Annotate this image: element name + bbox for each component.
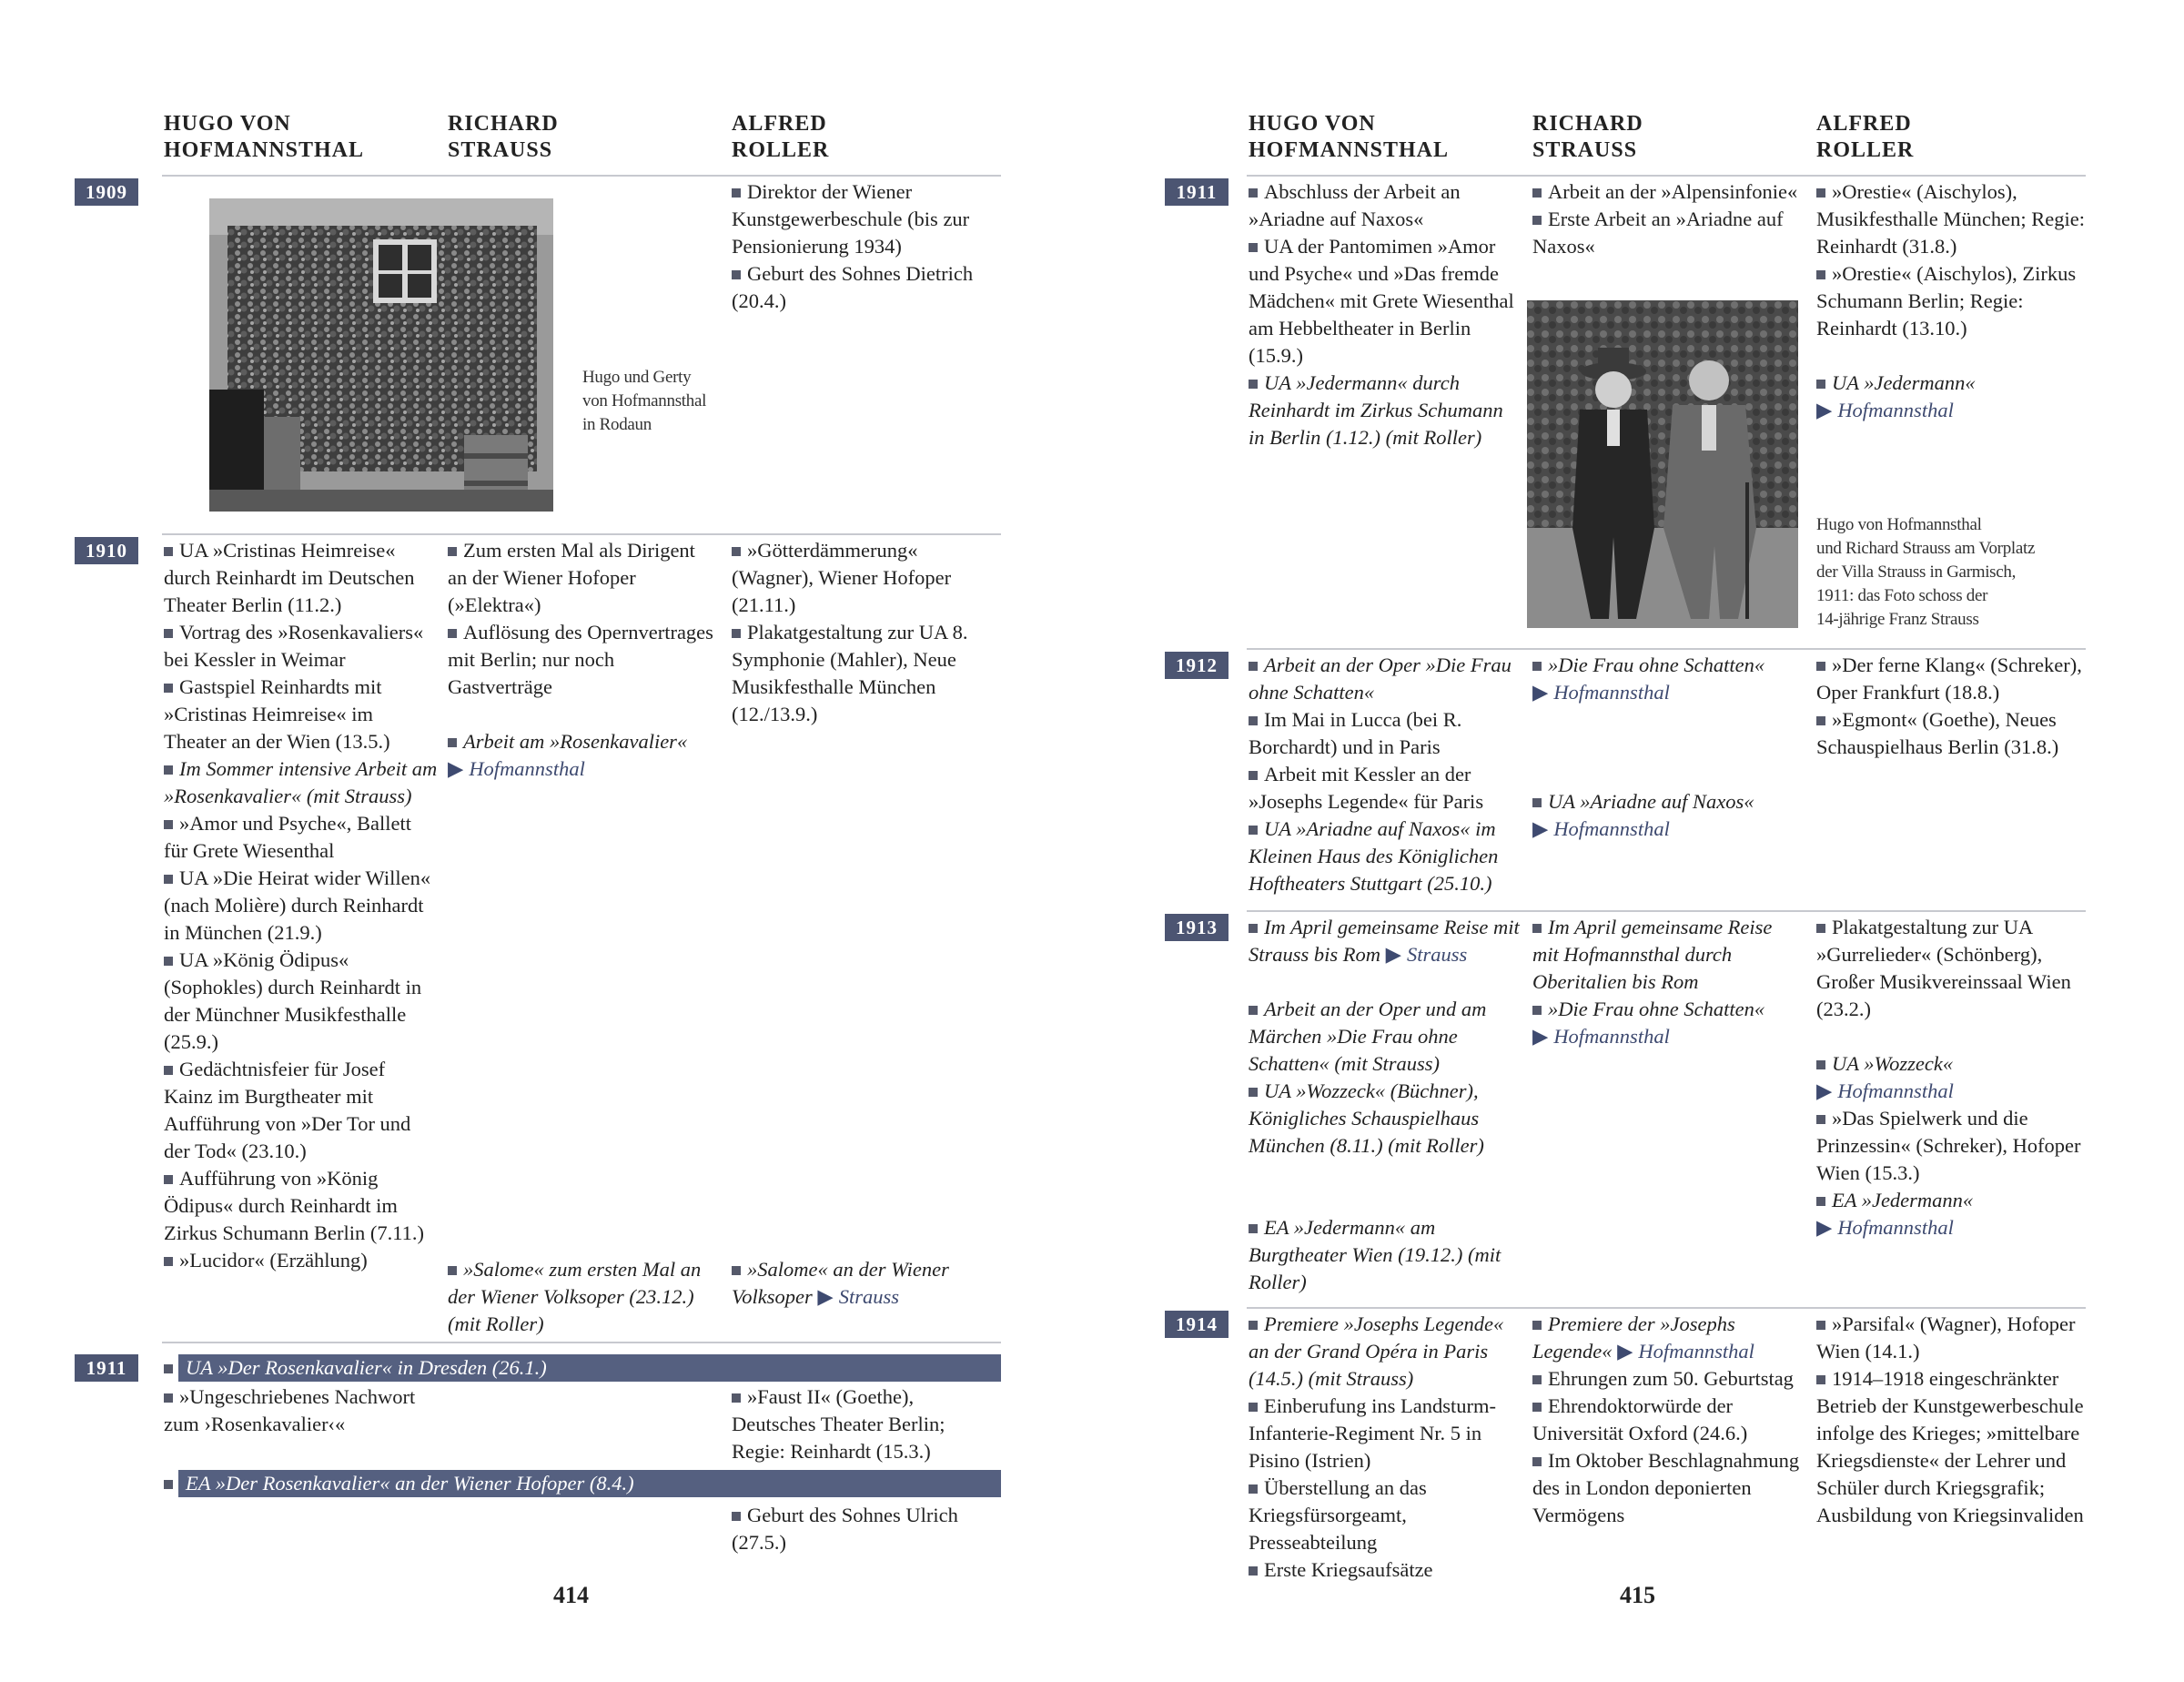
triangle-right-icon: ▶ <box>1532 1025 1549 1048</box>
entry: Ehrendoktorwürde der Universität Oxford (24.6.) <box>1532 1394 1748 1444</box>
entry: Auflösung des Opernvertrages mit Berlin; nur noch Gastverträge <box>448 621 713 698</box>
entry: Direktor der Wiener Kunstgewerbeschule (bis zur Pensionierung 1934) <box>732 180 970 258</box>
bullet-square <box>1816 1375 1825 1384</box>
bullet-square <box>1532 1457 1542 1466</box>
entry: Im Oktober Beschlagnahmung des in London deponierten Vermögens <box>1532 1449 1800 1526</box>
cross-reference[interactable]: ▶ Hofmannsthal <box>1532 1025 1670 1048</box>
entry: Abschluss der Arbeit an »Ariadne auf Naxos« <box>1249 180 1461 230</box>
cell-1909-roller <box>732 178 1001 315</box>
cross-reference[interactable]: ▶ Hofmannsthal <box>1617 1340 1754 1363</box>
photo-caption-1909: Hugo und Gerty von Hofmannsthal in Rodaun <box>582 368 707 434</box>
header-roller: ALFRED ROLLER <box>732 112 830 162</box>
bullet-square <box>732 270 741 279</box>
header-rule <box>162 175 1001 177</box>
triangle-right-icon: ▶ <box>1617 1340 1633 1363</box>
triangle-right-icon: ▶ <box>1816 1079 1833 1102</box>
bullet-square <box>1249 924 1258 933</box>
bullet-square <box>732 547 741 556</box>
entry: UA »Wozzeck« <box>1816 1050 2089 1078</box>
bullet-square <box>164 765 173 775</box>
cell-1913-strauss <box>1532 914 1802 1050</box>
bullet-square <box>732 188 741 198</box>
photo-house-ivy <box>209 198 553 512</box>
entry: Plakatgestaltung zur UA »Gurrelieder« (Schönberg), Großer Musikvereinssaal Wien (23.2.) <box>1816 916 2071 1020</box>
entry: Im Sommer intensive Arbeit am »Rosenkavalier« (mit Strauss) <box>164 757 438 807</box>
bullet-square <box>732 1266 741 1275</box>
cross-reference[interactable]: ▶ Strauss <box>1385 943 1468 966</box>
bullet-square <box>1816 716 1825 725</box>
year-rule-1910 <box>162 533 1001 535</box>
year-badge-1914: 1914 <box>1165 1311 1228 1338</box>
bullet-square <box>1249 1566 1258 1576</box>
entry: UA »Jedermann« durch Reinhardt im Zirkus Schumann in Berlin (1.12.) (mit Roller) <box>1249 371 1503 449</box>
entry: UA »Ariadne auf Naxos« <box>1532 788 1802 816</box>
entry: Überstellung an das Kriegsfürsorgeamt, Presseabteilung <box>1249 1476 1427 1554</box>
entry: »Salome« zum ersten Mal an der Wiener Volksoper (23.12.) (mit Roller) <box>448 1258 702 1335</box>
entry: »Lucidor« (Erzählung) <box>164 1247 439 1274</box>
entry: »Das Spielwerk und die Prinzessin« (Schreker), Hofoper Wien (15.3.) <box>1816 1107 2081 1184</box>
bullet-square <box>1249 771 1258 780</box>
triangle-right-icon: ▶ <box>1532 817 1549 840</box>
bullet-square <box>1532 662 1542 671</box>
year-badge-1911: 1911 <box>75 1354 138 1382</box>
bullet-square <box>164 684 173 693</box>
year-rule-1912 <box>1247 648 2086 650</box>
bullet-square <box>1249 188 1258 198</box>
entry: UA »König Ödipus« (Sophokles) durch Reinhardt in der Münchner Musikfesthalle (25.9.) <box>164 948 422 1053</box>
cell-1910-roller-salome <box>732 1256 1001 1311</box>
entry: EA »Jedermann« am Burgtheater Wien (19.12.) (mit Roller) <box>1249 1216 1502 1293</box>
entry: »Egmont« (Goethe), Neues Schauspielhaus Berlin (31.8.) <box>1816 708 2059 758</box>
entry: »Amor und Psyche«, Ballett für Grete Wiesenthal <box>164 812 411 862</box>
cross-reference[interactable]: ▶ Hofmannsthal <box>1816 399 1954 421</box>
cell-1913-hofmannsthal <box>1249 914 1523 1296</box>
bullet-square <box>164 547 173 556</box>
cell-1914-roller <box>1816 1311 2089 1529</box>
entry: Gedächtnisfeier für Josef Kainz im Burgtheater mit Aufführung von »Der Tor und der Tod« (23.10.) <box>164 1058 411 1162</box>
bullet-square <box>1532 216 1542 225</box>
cell-1910-strauss-salome <box>448 1256 717 1338</box>
entry: Aufführung von »König Ödipus« durch Reinhardt im Zirkus Schumann Berlin (7.11.) <box>164 1167 424 1244</box>
cross-reference[interactable]: ▶ Hofmannsthal <box>1532 817 1670 840</box>
header-strauss: RICHARD STRAUSS <box>1532 112 1643 162</box>
bullet-square <box>448 629 457 638</box>
year-badge-1912: 1912 <box>1165 652 1228 679</box>
bullet-square <box>1816 924 1825 933</box>
bullet-square <box>448 738 457 747</box>
entry: »Orestie« (Aischylos), Musikfesthalle München; Regie: Reinhardt (31.8.) <box>1816 180 2085 258</box>
bullet-square <box>732 1393 741 1403</box>
entry: »Der ferne Klang« (Schreker), Oper Frankfurt (18.8.) <box>1816 654 2082 704</box>
entry: »Salome« an der Wiener Volksoper ▶ Strauss <box>732 1258 949 1308</box>
bullet-square <box>1816 1115 1825 1124</box>
bullet-square <box>1532 1321 1542 1330</box>
bullet-square <box>1249 1321 1258 1330</box>
photo-caption-1911: Hugo von Hofmannsthal und Richard Strauss am Vorplatz der Villa Strauss in Garmisch, 1911: das Foto schoss der 14-jährige Franz Strauss <box>1816 515 2036 629</box>
photo-two-men <box>1527 300 1798 628</box>
year-badge-1913: 1913 <box>1165 914 1228 941</box>
year-badge-1910: 1910 <box>75 537 138 564</box>
bullet-square <box>1249 1088 1258 1097</box>
page-number: 415 <box>1620 1582 1655 1608</box>
triangle-right-icon: ▶ <box>1816 1216 1833 1239</box>
cell-1911-roller <box>1816 178 2089 424</box>
cell-1914-strauss <box>1532 1311 1802 1529</box>
bullet-square <box>1249 716 1258 725</box>
entry: Arbeit an der Oper »Die Frau ohne Schatten« <box>1249 654 1512 704</box>
bullet-square <box>164 1393 173 1403</box>
bullet-square <box>448 1266 457 1275</box>
bullet-square <box>164 875 173 884</box>
bullet-square <box>164 629 173 638</box>
bullet-square <box>1532 924 1542 933</box>
entry: Zum ersten Mal als Dirigent an der Wiener Hofoper (»Elektra«) <box>448 539 695 616</box>
triangle-right-icon: ▶ <box>817 1285 834 1308</box>
entry: Vortrag des »Rosenkavaliers« bei Kessler in Weimar <box>164 621 424 671</box>
entry: Plakatgestaltung zur UA 8. Symphonie (Mahler), Neue Musikfesthalle München (12./13.9.) <box>732 621 968 725</box>
cross-reference[interactable]: ▶ Hofmannsthal <box>1816 1216 1954 1239</box>
header-strauss: RICHARD STRAUSS <box>448 112 559 162</box>
bullet-square <box>1532 1403 1542 1412</box>
bullet-square <box>164 1364 173 1373</box>
photo-hofmannsthal-rodaun <box>209 198 553 512</box>
entry: UA der Pantomimen »Amor und Psyche« und »Das fremde Mädchen« mit Grete Wiesenthal am Hebbeltheater in Berlin (15.9.) <box>1249 235 1514 367</box>
entry: Im Mai in Lucca (bei R. Borchardt) und in Paris <box>1249 708 1462 758</box>
bullet-square <box>1249 1403 1258 1412</box>
header-roller: ALFRED ROLLER <box>1816 112 1915 162</box>
triangle-right-icon: ▶ <box>1532 681 1549 704</box>
entry: Im April gemeinsame Reise mit Strauss bis Rom ▶ Strauss <box>1249 916 1520 966</box>
cell-1911-roller <box>732 1383 1001 1465</box>
year-badge-1911: 1911 <box>1165 178 1228 206</box>
entry: Geburt des Sohnes Ulrich (27.5.) <box>732 1504 958 1554</box>
photo-hofmannsthal-strauss-garmisch <box>1527 300 1798 628</box>
bullet-square <box>732 629 741 638</box>
entry: Arbeit an der Oper und am Märchen »Die Frau ohne Schatten« (mit Strauss) <box>1249 998 1487 1075</box>
entry: »Faust II« (Goethe), Deutsches Theater Berlin; Regie: Reinhardt (15.3.) <box>732 1385 945 1463</box>
right-page <box>1092 0 2184 1682</box>
triangle-right-icon: ▶ <box>448 757 464 780</box>
cell-1911-roller-birth <box>732 1502 1001 1556</box>
bullet-square <box>448 547 457 556</box>
cross-reference[interactable]: ▶ Strauss <box>817 1285 899 1308</box>
bullet-square <box>1532 188 1542 198</box>
year-badge-1909: 1909 <box>75 178 138 206</box>
triangle-right-icon: ▶ <box>1816 399 1833 421</box>
cross-reference[interactable]: ▶ Hofmannsthal <box>1532 681 1670 704</box>
bullet-square <box>1816 188 1825 198</box>
bullet-square <box>164 957 173 966</box>
cell-1914-hofmannsthal <box>1249 1311 1523 1584</box>
entry: UA »Cristinas Heimreise« durch Reinhardt im Deutschen Theater Berlin (11.2.) <box>164 539 415 616</box>
cell-1910-hofmannsthal <box>164 537 439 1274</box>
bullet-square <box>1816 270 1825 279</box>
cell-1910-roller <box>732 537 1001 728</box>
bullet-square <box>732 1512 741 1521</box>
highlight-band-rosenkavalier-dresden: UA »Der Rosenkavalier« in Dresden (26.1.) <box>178 1354 1001 1382</box>
entry: Gastspiel Reinhardts mit »Cristinas Heimreise« im Theater an der Wien (13.5.) <box>164 675 390 753</box>
bullet-square <box>1249 1224 1258 1233</box>
bullet-square <box>1249 243 1258 252</box>
cell-1912-roller <box>1816 652 2089 761</box>
bullet-square <box>1249 1006 1258 1015</box>
bullet-square <box>1532 1006 1542 1015</box>
entry: Erste Kriegsaufsätze <box>1249 1556 1523 1584</box>
bullet-square <box>1249 1484 1258 1494</box>
entry: Arbeit am »Rosenkavalier« <box>448 728 717 755</box>
bullet-square <box>164 820 173 829</box>
entry: UA »Wozzeck« (Büchner), Königliches Schauspielhaus München (8.11.) (mit Roller) <box>1249 1079 1484 1157</box>
entry: Premiere »Josephs Legende« an der Grand Opéra in Paris (14.5.) (mit Strauss) <box>1249 1312 1504 1390</box>
cross-reference[interactable]: ▶ Hofmannsthal <box>1816 1079 1954 1102</box>
entry: »Die Frau ohne Schatten« <box>1532 652 1802 679</box>
entry: Erste Arbeit an »Ariadne auf Naxos« <box>1532 208 1784 258</box>
entry: »Ungeschriebenes Nachwort zum ›Rosenkavalier‹« <box>164 1385 416 1435</box>
entry: Premiere der »Josephs Legende« ▶ Hofmannsthal <box>1532 1312 1754 1363</box>
header-hofmannsthal: HUGO VON HOFMANNSTHAL <box>1249 112 1450 162</box>
page-number: 414 <box>553 1582 589 1608</box>
entry: Im April gemeinsame Reise mit Hofmannsthal durch Oberitalien bis Rom <box>1532 916 1773 993</box>
year-rule-1914 <box>1247 1307 2086 1309</box>
bullet-square <box>164 1175 173 1184</box>
cell-1913-roller <box>1816 914 2089 1241</box>
entry: UA »Jedermann« <box>1816 370 2089 397</box>
entry: UA »Ariadne auf Naxos« im Kleinen Haus des Königlichen Hoftheaters Stuttgart (25.10.) <box>1249 817 1499 895</box>
entry: »Orestie« (Aischylos), Zirkus Schumann Berlin; Regie: Reinhardt (13.10.) <box>1816 262 2077 339</box>
triangle-right-icon: ▶ <box>1385 943 1401 966</box>
bullet-square <box>1249 826 1258 835</box>
highlight-band-rosenkavalier-hofoper: EA »Der Rosenkavalier« an der Wiener Hofoper (8.4.) <box>178 1470 1001 1497</box>
bullet-square <box>164 1480 173 1489</box>
entry: Ehrungen zum 50. Geburtstag <box>1532 1365 1802 1393</box>
bullet-square <box>1816 380 1825 389</box>
entry: UA »Die Heirat wider Willen« (nach Molière) durch Reinhardt in München (21.9.) <box>164 866 431 944</box>
year-rule-1911 <box>162 1342 1001 1343</box>
bullet-square <box>164 1066 173 1075</box>
bullet-square <box>164 1257 173 1266</box>
entry: »Die Frau ohne Schatten« <box>1532 996 1802 1023</box>
bullet-square <box>1816 662 1825 671</box>
entry: Geburt des Sohnes Dietrich (20.4.) <box>732 262 974 312</box>
entry: »Götterdämmerung« (Wagner), Wiener Hofoper (21.11.) <box>732 539 952 616</box>
bullet-square <box>1816 1321 1825 1330</box>
entry: Arbeit an der »Alpensinfonie« <box>1532 178 1802 206</box>
cross-reference[interactable]: ▶ Hofmannsthal <box>448 757 585 780</box>
entry: Einberufung ins Landsturm-Infanterie-Regiment Nr. 5 in Pisino (Istrien) <box>1249 1394 1496 1472</box>
cell-1910-strauss <box>448 537 717 783</box>
entry: EA »Jedermann« <box>1816 1187 2089 1214</box>
cell-1912-strauss <box>1532 652 1802 843</box>
year-rule-1913 <box>1247 910 2086 912</box>
cell-1912-hofmannsthal <box>1249 652 1523 897</box>
cell-1911-strauss <box>1532 178 1802 260</box>
bullet-square <box>1816 1060 1825 1069</box>
header-hofmannsthal: HUGO VON HOFMANNSTHAL <box>164 112 365 162</box>
entry: »Parsifal« (Wagner), Hofoper Wien (14.1.) <box>1816 1312 2076 1363</box>
bullet-square <box>1249 380 1258 389</box>
bullet-square <box>1249 662 1258 671</box>
entry: Arbeit mit Kessler an der »Josephs Legende« für Paris <box>1249 763 1484 813</box>
bullet-square <box>1532 798 1542 807</box>
header-rule <box>1247 175 2086 177</box>
bullet-square <box>1816 1197 1825 1206</box>
cell-1911-hofmannsthal <box>1249 178 1523 451</box>
entry: 1914–1918 eingeschränkter Betrieb der Kunstgewerbeschule infolge des Krieges; »mittelbare Kriegsdienste« der Lehrer und Schüler durch Kriegsgrafik; Ausbildung von Kriegsinvaliden <box>1816 1367 2084 1526</box>
cell-1911-hofmannsthal <box>164 1383 439 1438</box>
bullet-square <box>1532 1375 1542 1384</box>
